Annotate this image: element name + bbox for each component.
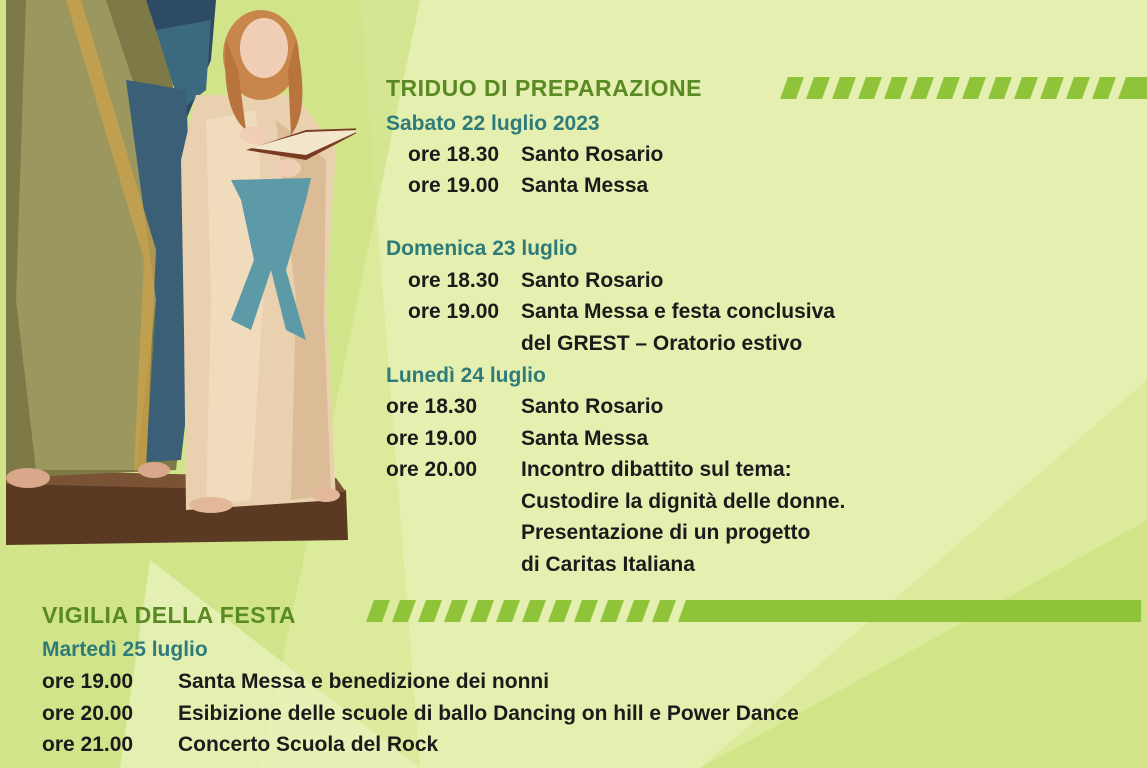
triduo-day-3-event-2 xyxy=(386,427,649,451)
triduo-day-1-event-2 xyxy=(408,174,649,198)
event-description: Esibizione delle scuole di ballo Dancing on hill e Power Dance xyxy=(178,702,799,725)
event-description: Santa Messa xyxy=(521,427,649,450)
event-description: Custodire la dignità delle donne. xyxy=(521,490,846,513)
event-time: ore 19.00 xyxy=(386,427,478,450)
event-time: ore 19.00 xyxy=(42,670,134,693)
triduo-day-3-event-1 xyxy=(386,395,664,419)
vigilia-day-1-event-2 xyxy=(42,702,799,726)
event-time: ore 21.00 xyxy=(42,733,134,756)
event-time: ore 19.00 xyxy=(408,174,500,197)
triduo-day-3-date: Lunedì 24 luglio xyxy=(386,364,546,387)
vigilia-heading: VIGILIA DELLA FESTA xyxy=(42,602,296,628)
event-description: Santo Rosario xyxy=(521,395,664,418)
triduo-day-2-event-1 xyxy=(408,269,664,293)
vigilia-day-1-event-3 xyxy=(42,733,439,757)
event-description: del GREST – Oratorio estivo xyxy=(521,332,803,355)
event-time: ore 18.30 xyxy=(408,143,500,166)
vigilia-day-1-date: Martedì 25 luglio xyxy=(42,638,208,661)
event-description: Santa Messa e benedizione dei nonni xyxy=(178,670,550,693)
triduo-stripe-divider xyxy=(780,77,1147,99)
triduo-day-2-date: Domenica 23 luglio xyxy=(386,237,578,260)
event-description: di Caritas Italiana xyxy=(521,553,695,576)
event-time: ore 18.30 xyxy=(386,395,478,418)
event-description: Concerto Scuola del Rock xyxy=(178,733,439,756)
triduo-day-1-date: Sabato 22 luglio 2023 xyxy=(386,112,600,135)
triduo-day-2-event-2 xyxy=(408,300,835,324)
statue-icon xyxy=(6,0,356,553)
triduo-heading: TRIDUO DI PREPARAZIONE xyxy=(386,75,702,101)
event-time: ore 18.30 xyxy=(408,269,500,292)
event-description: Santa Messa e festa conclusiva xyxy=(521,300,835,323)
vigilia-day-1-event-1 xyxy=(42,670,550,694)
vigilia-stripe-divider xyxy=(366,600,1141,622)
event-description: Santo Rosario xyxy=(521,143,664,166)
event-time: ore 20.00 xyxy=(42,702,134,725)
event-description: Presentazione di un progetto xyxy=(521,521,811,544)
statue-image xyxy=(6,0,356,553)
event-time: ore 19.00 xyxy=(408,300,500,323)
event-description: Incontro dibattito sul tema: xyxy=(521,458,792,481)
event-time: ore 20.00 xyxy=(386,458,478,481)
triduo-day-3-event-3 xyxy=(386,458,792,482)
event-description: Santo Rosario xyxy=(521,269,664,292)
event-description: Santa Messa xyxy=(521,174,649,197)
triduo-day-1-event-1 xyxy=(408,143,664,167)
